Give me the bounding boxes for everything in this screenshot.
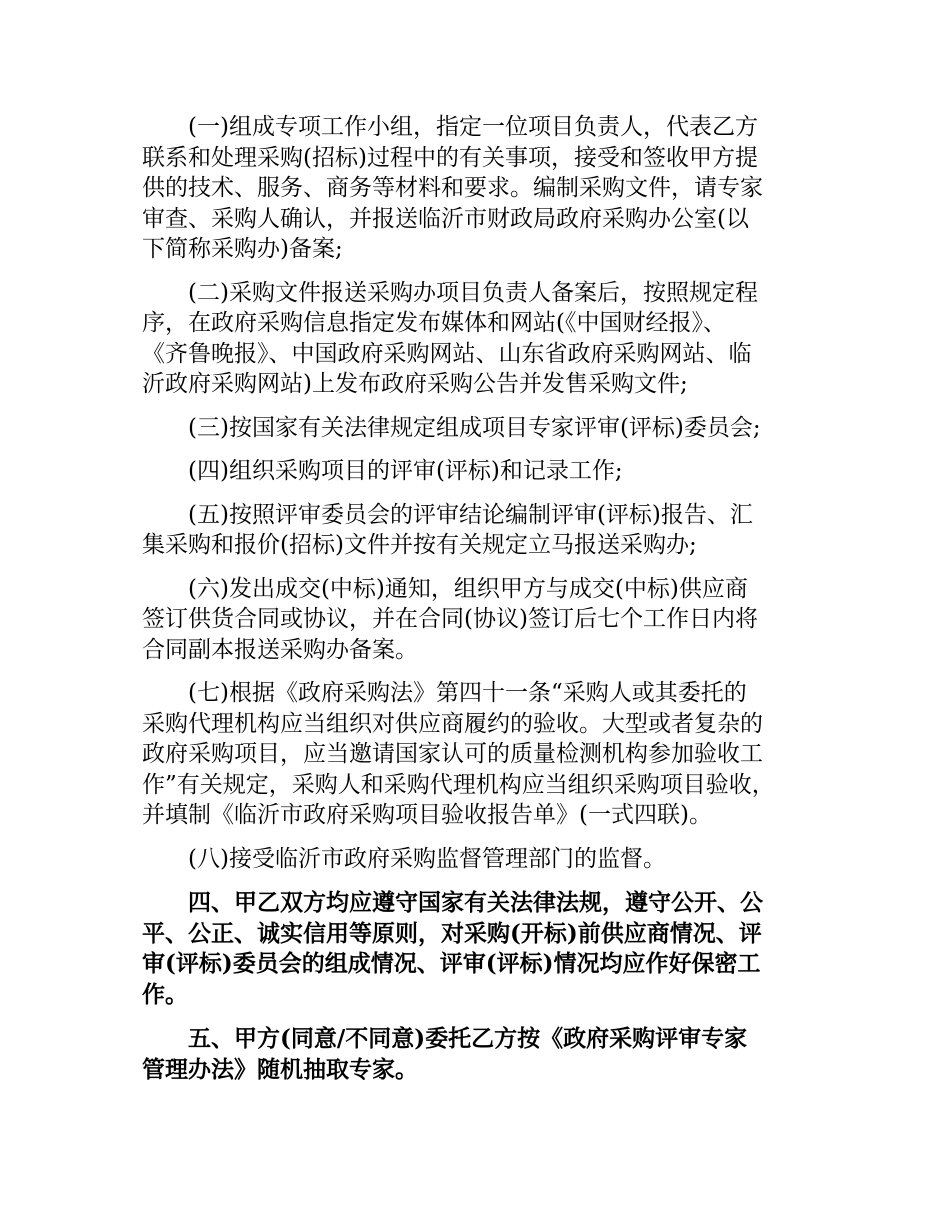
text-line: 《齐鲁晚报》、中国政府采购网站、山东省政府采购网站、临 [142, 340, 752, 367]
text-line: 签订供货合同或协议，并在合同(协议)签订后七个工作日内将 [142, 606, 758, 632]
paragraph-item-7 [142, 678, 822, 831]
text-line: (一)组成专项工作小组，指定一位项目负责人，代表乙方 [188, 114, 758, 140]
text-line: 沂政府采购网站)上发布政府采购公告并发售采购文件; [142, 371, 688, 397]
text-line: 合同副本报送采购办备案。 [142, 636, 418, 663]
text-line: (七)根据《政府采购法》第四十一条“采购人或其委托的 [188, 680, 747, 706]
text-line: 四、甲乙双方均应遵守国家有关法律法规，遵守公开、公 [188, 889, 763, 916]
text-line: (六)发出成交(中标)通知，组织甲方与成交(中标)供应商 [188, 575, 748, 602]
document-page [142, 112, 822, 1085]
text-line: 下简称采购办)备案; [142, 236, 343, 262]
text-line: (五)按照评审委员会的评审结论编制评审(评标)报告、汇 [188, 501, 753, 528]
text-line: 管理办法》随机抽取专家。 [142, 1055, 418, 1083]
text-line: 政府采购项目，应当邀请国家认可的质量检测机构参加验收工 [142, 741, 763, 767]
paragraph-item-6 [142, 574, 822, 666]
text-line: (四)组织采购项目的评审(评标)和记录工作; [188, 458, 623, 484]
text-line: 并填制《临沂市政府采购项目验收报告单》(一式四联)。 [142, 802, 712, 828]
text-line: 审(评标)委员会的组成情况、评审(评标)情况均应作好保密工 [142, 950, 761, 977]
paragraph-item-4 [142, 456, 822, 487]
text-line: 联系和处理采购(招标)过程中的有关事项，接受和签收甲方提 [142, 144, 758, 171]
paragraph-item-2 [142, 278, 822, 400]
text-line: 审查、采购人确认，并报送临沂市财政局政府采购办公室(以 [142, 205, 749, 232]
text-line: 采购代理机构应当组织对供应商履约的验收。大型或者复杂的 [142, 710, 763, 737]
paragraph-section-5 [142, 1024, 822, 1085]
text-line: 作”有关规定，采购人和采购代理机构应当组织采购项目验收， [142, 771, 775, 798]
text-line: 序，在政府采购信息指定发布媒体和网站(《中国财经报》、 [142, 310, 726, 336]
paragraph-item-1 [142, 112, 822, 265]
text-line: 供的技术、服务、商务等材料和要求。编制采购文件，请专家 [142, 175, 763, 201]
paragraph-item-8 [142, 844, 822, 875]
paragraph-item-3 [142, 413, 822, 444]
text-line: (八)接受临沂市政府采购监督管理部门的监督。 [188, 845, 666, 872]
text-line: 集采购和报价(招标)文件并按有关规定立马报送采购办; [142, 532, 697, 558]
paragraph-section-4 [142, 888, 822, 1010]
text-line: 平、公正、诚实信用等原则，对采购(开标)前供应商情况、评 [142, 919, 762, 947]
text-line: (二)采购文件报送采购办项目负责人备案后，按照规定程 [188, 279, 758, 306]
text-line: 五、甲方(同意/不同意)委托乙方按《政府采购评审专家 [188, 1025, 748, 1052]
text-line: (三)按国家有关法律规定组成项目专家评审(评标)委员会; [188, 414, 761, 441]
paragraph-item-5 [142, 500, 822, 561]
text-line: 作。 [142, 980, 188, 1008]
